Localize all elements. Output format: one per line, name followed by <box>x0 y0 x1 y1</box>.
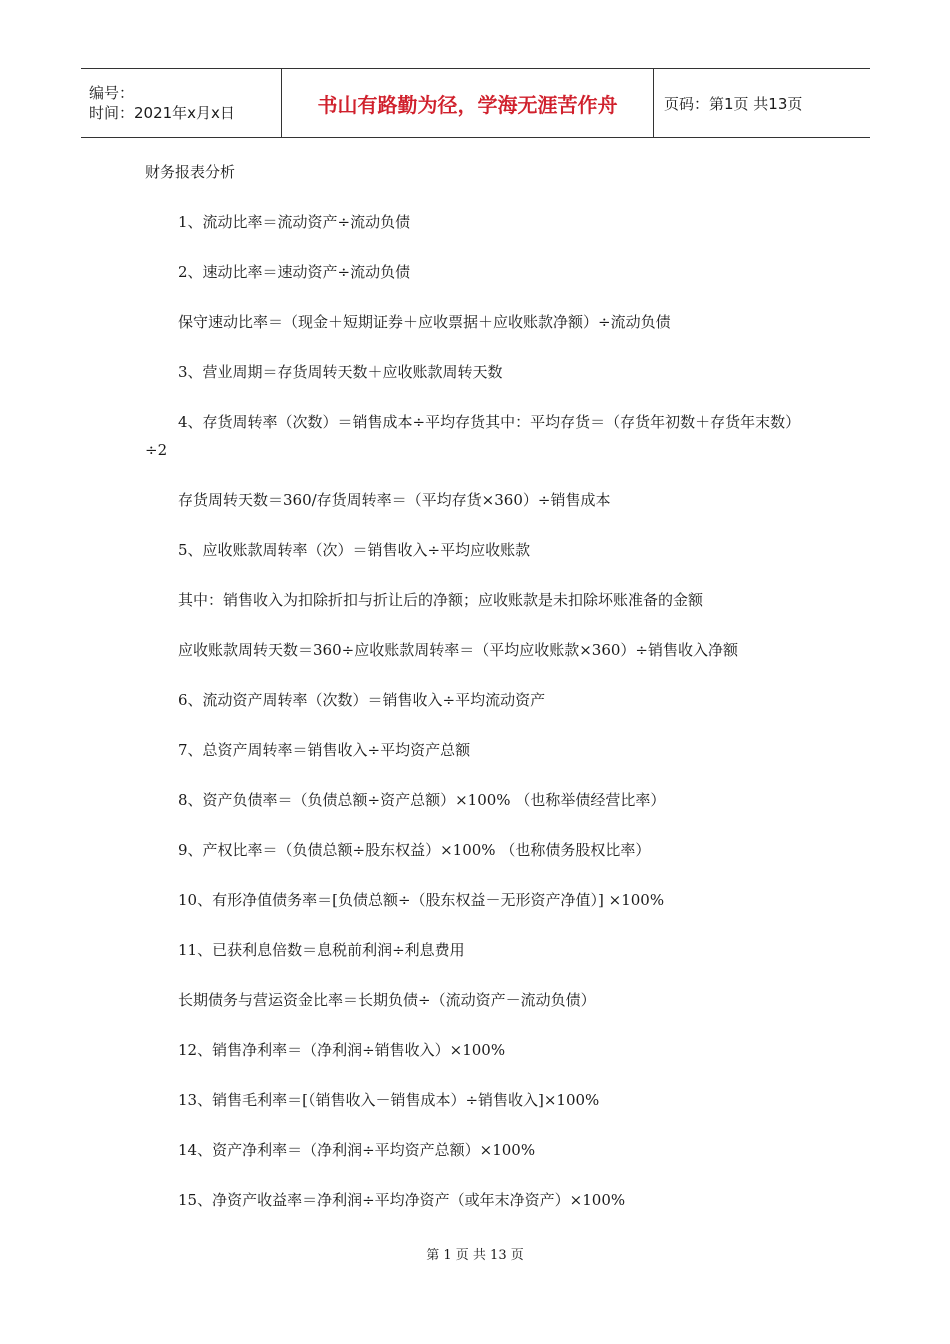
motto-text: 书山有路勤为径，学海无涯苦作舟 <box>317 92 618 117</box>
date-line: 时间：2021年x月x日 <box>89 104 235 122</box>
number-label: 编号： <box>89 84 135 102</box>
paragraph: 存货周转天数＝360/存货周转率＝（平均存货×360）÷销售成本 <box>178 491 611 509</box>
page-footer <box>0 1244 950 1263</box>
paragraph: 5、应收账款周转率（次）＝销售收入÷平均应收账款 <box>178 541 531 559</box>
paragraph: 长期债务与营运资金比率＝长期负债÷（流动资产－流动负债） <box>178 991 596 1009</box>
paragraph: 11、已获利息倍数＝息税前利润÷利息费用 <box>178 941 465 959</box>
document-title: 财务报表分析 <box>145 163 236 181</box>
paragraph: 14、资产净利率＝（净利润÷平均资产总额）×100% <box>178 1141 536 1159</box>
page-info-text: 页码：第1页 共13页 <box>664 94 803 113</box>
header-meta <box>81 69 282 137</box>
paragraph: 9、产权比率＝（负债总额÷股东权益）×100% （也称债务股权比率） <box>178 841 651 859</box>
paragraph: 7、总资产周转率＝销售收入÷平均资产总额 <box>178 741 471 759</box>
paragraph: 2、速动比率＝速动资产÷流动负债 <box>178 263 411 281</box>
paragraph: 保守速动比率＝（现金＋短期证券＋应收票据＋应收账款净额）÷流动负债 <box>178 313 671 331</box>
paragraph: 13、销售毛利率＝[（销售收入－销售成本）÷销售收入]×100% <box>178 1091 600 1109</box>
document-body <box>145 158 810 1214</box>
paragraph: 应收账款周转天数＝360÷应收账款周转率＝（平均应收账款×360）÷销售收入净额 <box>178 641 738 659</box>
header-motto <box>282 69 654 137</box>
paragraph: 6、流动资产周转率（次数）＝销售收入÷平均流动资产 <box>178 691 546 709</box>
header-page-info <box>654 69 870 137</box>
paragraph: 15、净资产收益率＝净利润÷平均净资产（或年末净资产）×100% <box>178 1191 626 1209</box>
paragraph: 3、营业周期＝存货周转天数＋应收账款周转天数 <box>178 363 503 381</box>
page-header <box>81 68 870 138</box>
paragraph: 1、流动比率＝流动资产÷流动负债 <box>178 213 411 231</box>
paragraph: 10、有形净值债务率＝[负债总额÷（股东权益－无形资产净值）] ×100% <box>178 891 665 909</box>
paragraph: 8、资产负债率＝（负债总额÷资产总额）×100% （也称举债经营比率） <box>178 791 666 809</box>
paragraph: 4、存货周转率（次数）＝销售成本÷平均存货其中：平均存货＝（存货年初数＋存货年末数）÷2 <box>145 413 801 459</box>
paragraph: 其中：销售收入为扣除折扣与折让后的净额；应收账款是未扣除坏账准备的金额 <box>178 591 704 609</box>
footer-page-number: 第 1 页 共 13 页 <box>426 1248 524 1263</box>
paragraph: 12、销售净利率＝（净利润÷销售收入）×100% <box>178 1041 506 1059</box>
